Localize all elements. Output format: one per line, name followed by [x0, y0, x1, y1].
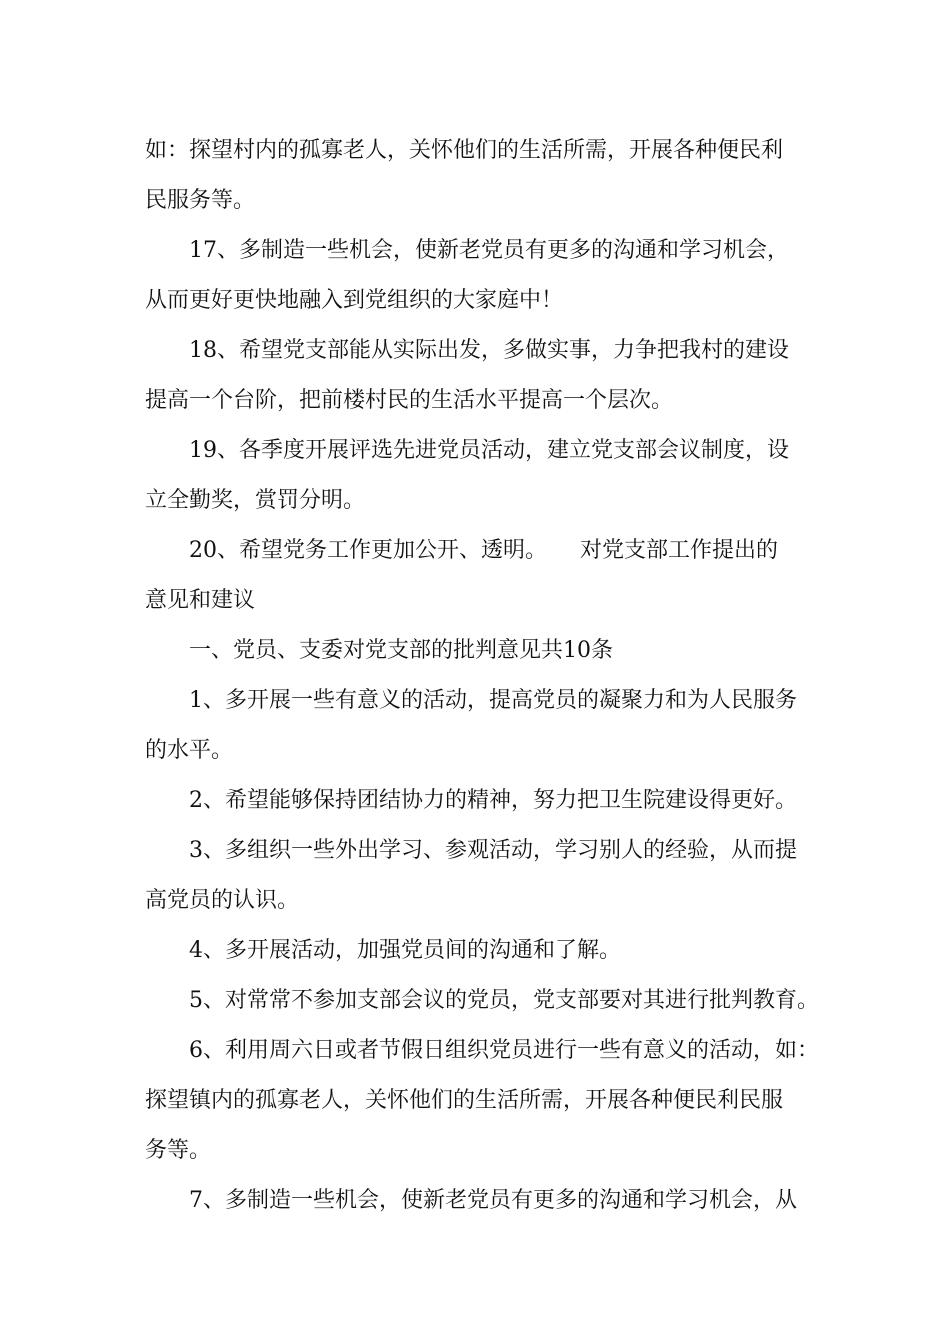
- text-line: 7、多制造一些机会，使新老党员有更多的沟通和学习机会，从: [189, 1188, 797, 1213]
- text-line: 意见和建议: [145, 588, 256, 613]
- text-line: 高党员的认识。: [145, 888, 300, 913]
- text-line: 2、希望能够保持团结协力的精神，努力把卫生院建设得更好。: [189, 788, 797, 813]
- text-line: 18、希望党支部能从实际出发，多做实事，力争把我村的建设: [189, 338, 789, 363]
- text-line: 5、对常常不参加支部会议的党员，党支部要对其进行批判教育。: [189, 988, 819, 1013]
- text-line: 立全勤奖，赏罚分明。: [145, 488, 366, 513]
- text-line: 如：探望村内的孤寡老人，关怀他们的生活所需，开展各种便民利: [145, 138, 784, 163]
- text-line: 民服务等。: [145, 188, 256, 213]
- text-line: 务等。: [145, 1138, 212, 1163]
- text-line: 探望镇内的孤寡老人，关怀他们的生活所需，开展各种便民利民服: [145, 1088, 784, 1113]
- text-line: 的水平。: [145, 738, 234, 763]
- text-line: 6、利用周六日或者节假日组织党员进行一些有意义的活动，如：: [189, 1038, 819, 1063]
- text-line: 19、各季度开展评选先进党员活动，建立党支部会议制度，设: [189, 438, 789, 463]
- text-line: 17、多制造一些机会，使新老党员有更多的沟通和学习机会，: [189, 238, 789, 263]
- text-line: 3、多组织一些外出学习、参观活动，学习别人的经验，从而提: [189, 838, 797, 863]
- text-line: 1、多开展一些有意义的活动，提高党员的凝聚力和为人民服务: [189, 688, 797, 713]
- text-line: 从而更好更快地融入到党组织的大家庭中！: [145, 288, 564, 313]
- text-line: 20、希望党务工作更加公开、透明。 对党支部工作提出的: [189, 538, 778, 563]
- text-line: 提高一个台阶，把前楼村民的生活水平提高一个层次。: [145, 388, 674, 413]
- text-line: 4、多开展活动，加强党员间的沟通和了解。: [189, 938, 621, 963]
- section-heading: 一、党员、支委对党支部的批判意见共10条: [189, 638, 613, 663]
